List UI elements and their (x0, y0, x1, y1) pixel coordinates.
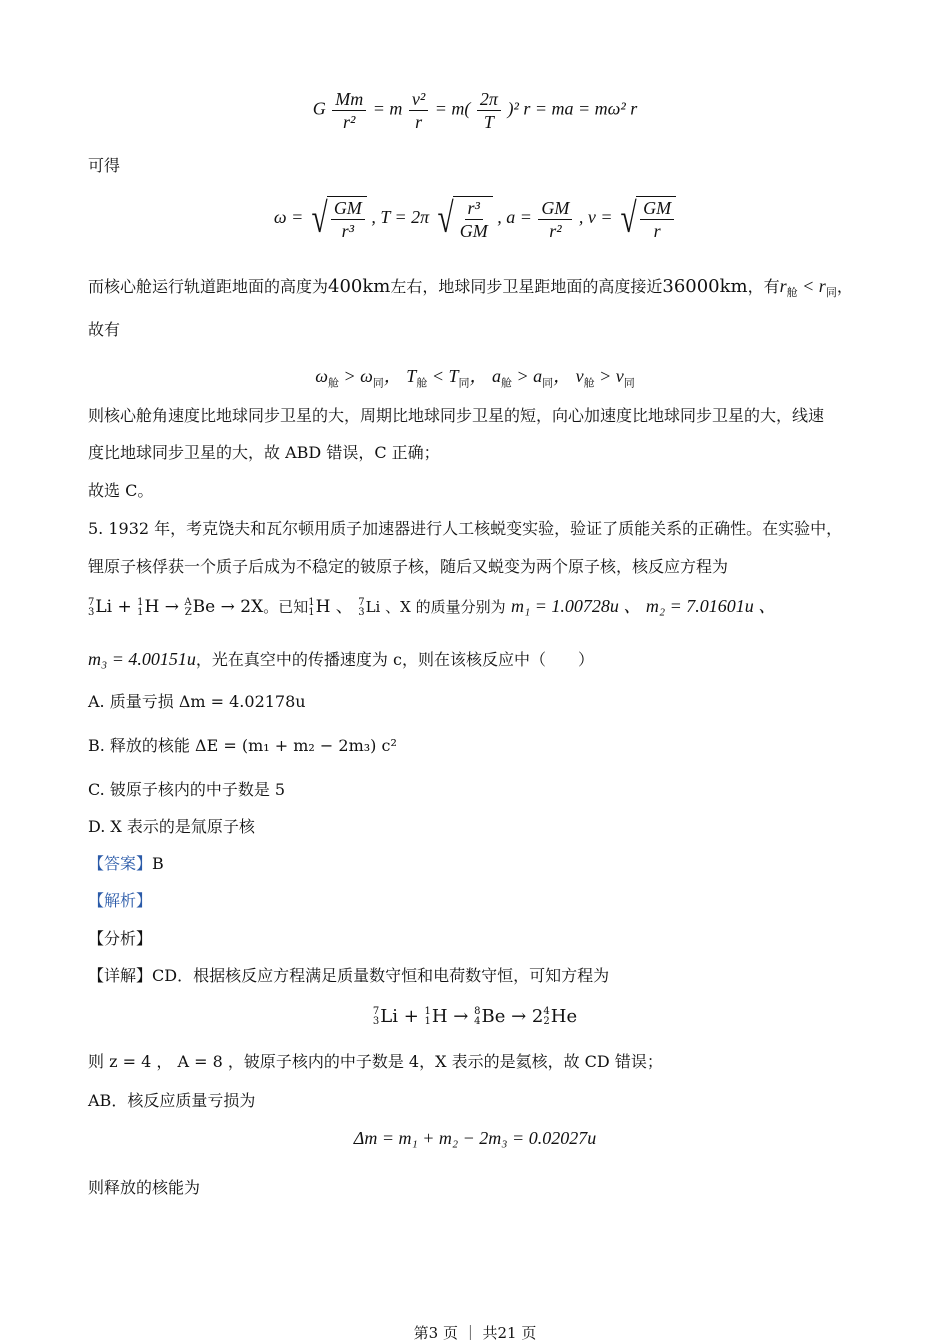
numerator: r³ (465, 197, 483, 220)
option-c: C. 铍原子核内的中子数是 5 (88, 780, 286, 799)
denominator: r² (343, 112, 356, 132)
denominator: r² (549, 220, 562, 241)
equation-nuclear: 7 3 Li + 1 1 H → 8 4 Be → 2 4 2 He (372, 1006, 578, 1027)
subscript: 舱 (786, 286, 798, 300)
denominator: r³ (341, 221, 355, 241)
denominator: r (415, 112, 423, 132)
detail-text: CD．根据核反应方程满足质量数守恒和电荷数守恒，可知方程为 (152, 966, 610, 985)
eq-part: , a = (497, 207, 532, 228)
option-b: B. 释放的核能 ΔE = (m₁ + m₂ − 2m₃) c² (88, 736, 397, 755)
equation-gravity (0, 88, 950, 133)
detail-line (88, 964, 609, 988)
fraction (538, 197, 572, 242)
numerator: 2π (477, 88, 501, 111)
eq-part: = m (372, 98, 403, 119)
question-5-line1: 5. 1932 年，考克饶夫和瓦尔顿用质子加速器进行人工核蜕变实验，验证了质能关系的正确性。在实验中， (88, 519, 843, 538)
analysis-tag: 【解析】 (88, 891, 153, 910)
option-a: A. 质量亏损 Δm = 4.02178u (88, 692, 306, 711)
eq-part: )² r = ma = mω² r (507, 98, 638, 119)
fraction (477, 88, 501, 133)
text-release: 则释放的核能为 (88, 1178, 201, 1197)
numerator: GM (538, 197, 572, 220)
symbol: < r (797, 276, 826, 296)
sqrt: √ $\frac{GM}{r}$ (617, 196, 676, 242)
detail-tag: 【详解】 (88, 966, 153, 985)
numerator: GM (640, 197, 674, 220)
question-5-line2: 锂原子核俘获一个质子后成为不稳定的铍原子核，随后又蜕变为两个原子核，核反应方程为 (88, 557, 729, 576)
equation-compare: $\omega_舱 > \omega_同$， $T_舱 < T_同$， $a_舱 > a_同$， $v_舱 > v_同$ (315, 366, 635, 390)
numerator: GM (331, 197, 365, 220)
subscript: 同 (825, 286, 837, 300)
denominator: GM (459, 221, 488, 241)
value: 400km (328, 276, 391, 297)
question-5-line4: m₃ = 4.00151u，光在真空中的传播速度为 c，则在该核反应中（ ） (88, 649, 594, 669)
text-conclusion-2: 度比地球同步卫星的大，故 ABD 错误，C 正确； (88, 443, 440, 462)
text-guyou: 故有 (88, 320, 121, 339)
value: 36000km (662, 276, 748, 297)
eq-symbol: G (312, 98, 326, 119)
eq-part: = m( (434, 98, 471, 119)
symbol: r (779, 276, 787, 296)
fraction (409, 88, 428, 133)
sqrt: √ $\frac{\text{r³}}{GM}$ (434, 196, 493, 242)
numerator: Mm (332, 88, 366, 111)
text-kede: 可得 (88, 156, 121, 175)
answer-tag: 【答案】 (88, 854, 153, 873)
text-ab: AB．核反应质量亏损为 (88, 1091, 256, 1110)
eq-part: , T = 2π (371, 207, 430, 228)
equation-results (0, 196, 950, 242)
question-5-line3: 7 3 Li + 1 1 H → A Z Be → 2X。已知 1 1 H 、 7 3 Li 、X 的质量分别为 m₁ = 1.00728u 、 m₂ = 7.01601u 、 (88, 596, 777, 618)
fenxi-tag: 【分析】 (88, 929, 153, 948)
text-conclusion-1: 则核心舱角速度比地球同步卫星的大，周期比地球同步卫星的短，向心加速度比地球同步卫星的大，线速 (88, 406, 825, 425)
eq-part: , v = (578, 207, 613, 228)
eq-part: ω = (273, 207, 304, 228)
numerator: v² (409, 88, 428, 111)
text: 而核心舱运行轨道距地面的高度为 (88, 277, 329, 296)
page-footer: 第3 页 ｜ 共21 页 (413, 1324, 537, 1342)
text: ， (836, 277, 853, 296)
equation-mass-defect: Δm = m₁ + m₂ − 2m₃ = 0.02027u (353, 1128, 597, 1148)
answer-value: B (152, 854, 164, 873)
fraction (332, 88, 366, 133)
option-d: D. X 表示的是氚原子核 (88, 817, 255, 836)
text-orbit (88, 274, 853, 305)
text: ，有 (747, 277, 780, 296)
text-choose: 故选 C。 (88, 481, 154, 500)
answer-line (88, 852, 164, 876)
denominator: T (483, 112, 494, 132)
denominator: r (653, 221, 661, 241)
sqrt: √ $\frac{GM}{\text{r³}}$ (308, 196, 367, 242)
text-z: 则 z = 4 ， A = 8 ，铍原子核内的中子数是 4，X 表示的是氦核，故 CD 错误； (88, 1052, 663, 1071)
text: 左右，地球同步卫星距地面的高度接近 (390, 277, 663, 296)
